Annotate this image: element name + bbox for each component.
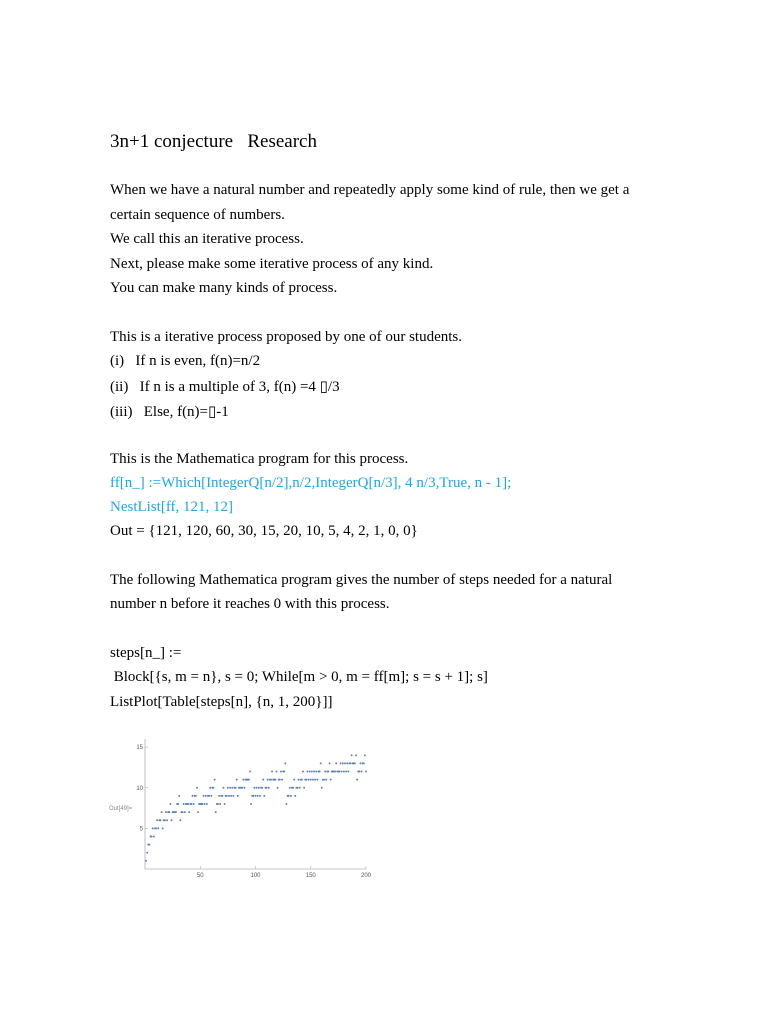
data-point: [325, 779, 327, 781]
data-point: [161, 811, 163, 813]
data-point: [164, 819, 166, 821]
data-point: [151, 836, 153, 838]
y-tick-label: 10: [136, 785, 143, 792]
data-point: [231, 787, 233, 789]
data-point: [356, 779, 358, 781]
data-point: [258, 787, 260, 789]
data-point: [294, 795, 296, 797]
x-tick-label: 100: [250, 873, 261, 879]
data-point: [250, 803, 252, 805]
data-point: [363, 762, 365, 764]
rule-else: (iii) Else, f(n)=▯-1: [110, 404, 229, 420]
program-output: Out = {121, 120, 60, 30, 15, 20, 10, 5, 4, 2, 1, 0, 0}: [110, 523, 418, 539]
intro-line-1: When we have a natural number and repeatedly apply some kind of rule, then we get a: [110, 182, 630, 198]
data-point: [298, 779, 300, 781]
proposal-heading: This is a iterative process proposed by one of our students.: [110, 329, 463, 345]
data-point: [340, 762, 342, 764]
steps-code-line-1: steps[n_] :=: [110, 645, 182, 661]
code-line-nestlist: NestList[ff, 121, 12]: [110, 499, 234, 515]
data-point: [343, 771, 345, 773]
data-point: [306, 771, 308, 773]
data-point: [168, 811, 170, 813]
data-point: [339, 771, 341, 773]
steps-text-line-2: number n before it reaches 0 with this process.: [110, 596, 390, 612]
data-point: [268, 787, 270, 789]
data-point: [255, 795, 257, 797]
data-point: [171, 819, 173, 821]
x-tick-label: 200: [360, 873, 372, 879]
data-point: [179, 819, 181, 821]
data-point: [289, 787, 291, 789]
data-point: [184, 811, 186, 813]
document-title: 3n+1 conjecture Research: [110, 131, 317, 152]
data-point: [155, 827, 157, 829]
data-point: [203, 795, 205, 797]
data-point: [319, 771, 321, 773]
intro-line-4: Next, please make some iterative process of any kind.: [110, 256, 434, 272]
data-point: [160, 819, 162, 821]
data-point: [228, 795, 230, 797]
data-point: [279, 779, 281, 781]
data-point: [236, 779, 238, 781]
data-point: [316, 779, 318, 781]
data-point: [351, 754, 353, 756]
data-point: [235, 787, 237, 789]
data-point: [305, 779, 307, 781]
data-point: [229, 787, 231, 789]
data-point: [252, 795, 254, 797]
data-point: [261, 787, 263, 789]
steps-list-plot: [108, 734, 370, 884]
data-point: [346, 762, 348, 764]
data-point: [253, 787, 255, 789]
rule-multiple-of-3: (ii) If n is a multiple of 3, f(n) =4 ▯/3: [110, 379, 340, 395]
data-point: [205, 795, 207, 797]
rule-even: (i) If n is even, f(n)=n/2: [110, 353, 261, 369]
data-point: [284, 762, 286, 764]
data-point: [320, 762, 322, 764]
data-point: [249, 771, 251, 773]
data-point: [310, 779, 312, 781]
data-point: [283, 771, 285, 773]
data-point: [244, 787, 246, 789]
data-point: [257, 795, 259, 797]
data-point: [214, 779, 216, 781]
data-point: [156, 819, 158, 821]
steps-code-line-2: Block[{s, m = n}, s = 0; While[m > 0, m = ff[m]; s = s + 1]; s]: [110, 669, 488, 685]
data-point: [330, 779, 332, 781]
data-point: [342, 762, 344, 764]
data-point: [175, 811, 177, 813]
data-point: [215, 811, 217, 813]
data-point: [262, 779, 264, 781]
data-point: [230, 795, 232, 797]
data-point: [292, 787, 294, 789]
x-tick-label: 50: [196, 873, 204, 879]
data-point: [297, 787, 299, 789]
data-point: [350, 762, 352, 764]
data-point: [202, 803, 204, 805]
data-point: [288, 795, 290, 797]
x-tick-label: 150: [305, 873, 316, 879]
data-point: [327, 771, 329, 773]
data-point: [270, 779, 272, 781]
data-point: [210, 795, 212, 797]
data-point: [303, 787, 305, 789]
data-point: [301, 779, 303, 781]
data-point: [242, 779, 244, 781]
data-point: [169, 803, 171, 805]
data-point: [312, 779, 314, 781]
data-point: [145, 860, 147, 862]
data-point: [183, 803, 185, 805]
data-point: [274, 779, 276, 781]
data-point: [315, 771, 317, 773]
data-point: [259, 795, 261, 797]
data-point: [365, 771, 367, 773]
data-point: [187, 803, 189, 805]
data-point: [232, 795, 234, 797]
data-point: [221, 795, 223, 797]
data-point: [361, 771, 363, 773]
data-point: [354, 762, 356, 764]
data-point: [213, 787, 215, 789]
data-point: [290, 795, 292, 797]
data-point: [266, 787, 268, 789]
data-point: [355, 754, 357, 756]
data-point: [311, 771, 313, 773]
data-point: [347, 771, 349, 773]
data-point: [364, 754, 366, 756]
data-point: [182, 811, 184, 813]
data-point: [190, 803, 192, 805]
data-point: [323, 779, 325, 781]
data-point: [208, 795, 210, 797]
data-point: [321, 787, 323, 789]
intro-line-2: certain sequence of numbers.: [110, 207, 285, 223]
plot-axes: [136, 739, 371, 879]
data-point: [345, 771, 347, 773]
data-point: [329, 762, 331, 764]
intro-line-5: You can make many kinds of process.: [110, 280, 338, 296]
data-point: [196, 787, 198, 789]
y-tick-label: 5: [139, 826, 143, 833]
data-point: [344, 762, 346, 764]
data-point: [276, 771, 278, 773]
data-point: [192, 795, 194, 797]
data-point: [219, 803, 221, 805]
code-line-ff-definition: ff[n_] :=Which[IntegerQ[n/2],n/2,IntegerQ[n/3], 4 n/3,True, n - 1];: [110, 475, 512, 491]
data-point: [308, 779, 310, 781]
data-point: [302, 771, 304, 773]
data-point: [157, 827, 159, 829]
data-point: [341, 771, 343, 773]
data-point: [277, 787, 279, 789]
data-point: [281, 779, 283, 781]
data-point: [152, 827, 154, 829]
intro-line-3: We call this an iterative process.: [110, 231, 304, 247]
data-point: [165, 811, 167, 813]
data-point: [193, 803, 195, 805]
data-point: [256, 787, 258, 789]
data-point: [226, 795, 228, 797]
data-point: [309, 771, 311, 773]
data-point: [314, 779, 316, 781]
data-point: [218, 795, 220, 797]
data-point: [153, 836, 155, 838]
data-point: [204, 803, 206, 805]
data-point: [324, 771, 326, 773]
data-point: [248, 779, 250, 781]
y-tick-label: 15: [136, 745, 143, 752]
data-point: [334, 771, 336, 773]
data-point: [209, 787, 211, 789]
data-point: [195, 795, 197, 797]
data-point: [335, 762, 337, 764]
data-point: [206, 803, 208, 805]
data-point: [197, 811, 199, 813]
data-point: [146, 852, 148, 854]
data-point: [360, 762, 362, 764]
data-point: [227, 787, 229, 789]
data-point: [223, 787, 225, 789]
data-point: [217, 803, 219, 805]
data-point: [271, 771, 273, 773]
data-point: [188, 811, 190, 813]
data-point: [358, 771, 360, 773]
data-point: [313, 771, 315, 773]
data-point: [224, 803, 226, 805]
data-point: [280, 771, 282, 773]
data-point: [267, 779, 269, 781]
data-point: [177, 803, 179, 805]
steps-code-line-3: ListPlot[Table[steps[n], {n, 1, 200}]]: [110, 694, 333, 710]
data-point: [166, 819, 168, 821]
data-point: [237, 795, 239, 797]
data-point: [263, 795, 265, 797]
plot-points: [145, 754, 367, 862]
data-point: [293, 779, 295, 781]
data-point: [148, 844, 150, 846]
steps-text-line-1: The following Mathematica program gives the number of steps needed for a natural: [110, 572, 613, 588]
data-point: [178, 795, 180, 797]
data-point: [299, 787, 301, 789]
y-axis-label: Out[49]=: [109, 806, 133, 812]
data-point: [241, 787, 243, 789]
data-point: [162, 827, 164, 829]
data-point: [285, 803, 287, 805]
program-heading: This is the Mathematica program for this process.: [110, 451, 409, 467]
